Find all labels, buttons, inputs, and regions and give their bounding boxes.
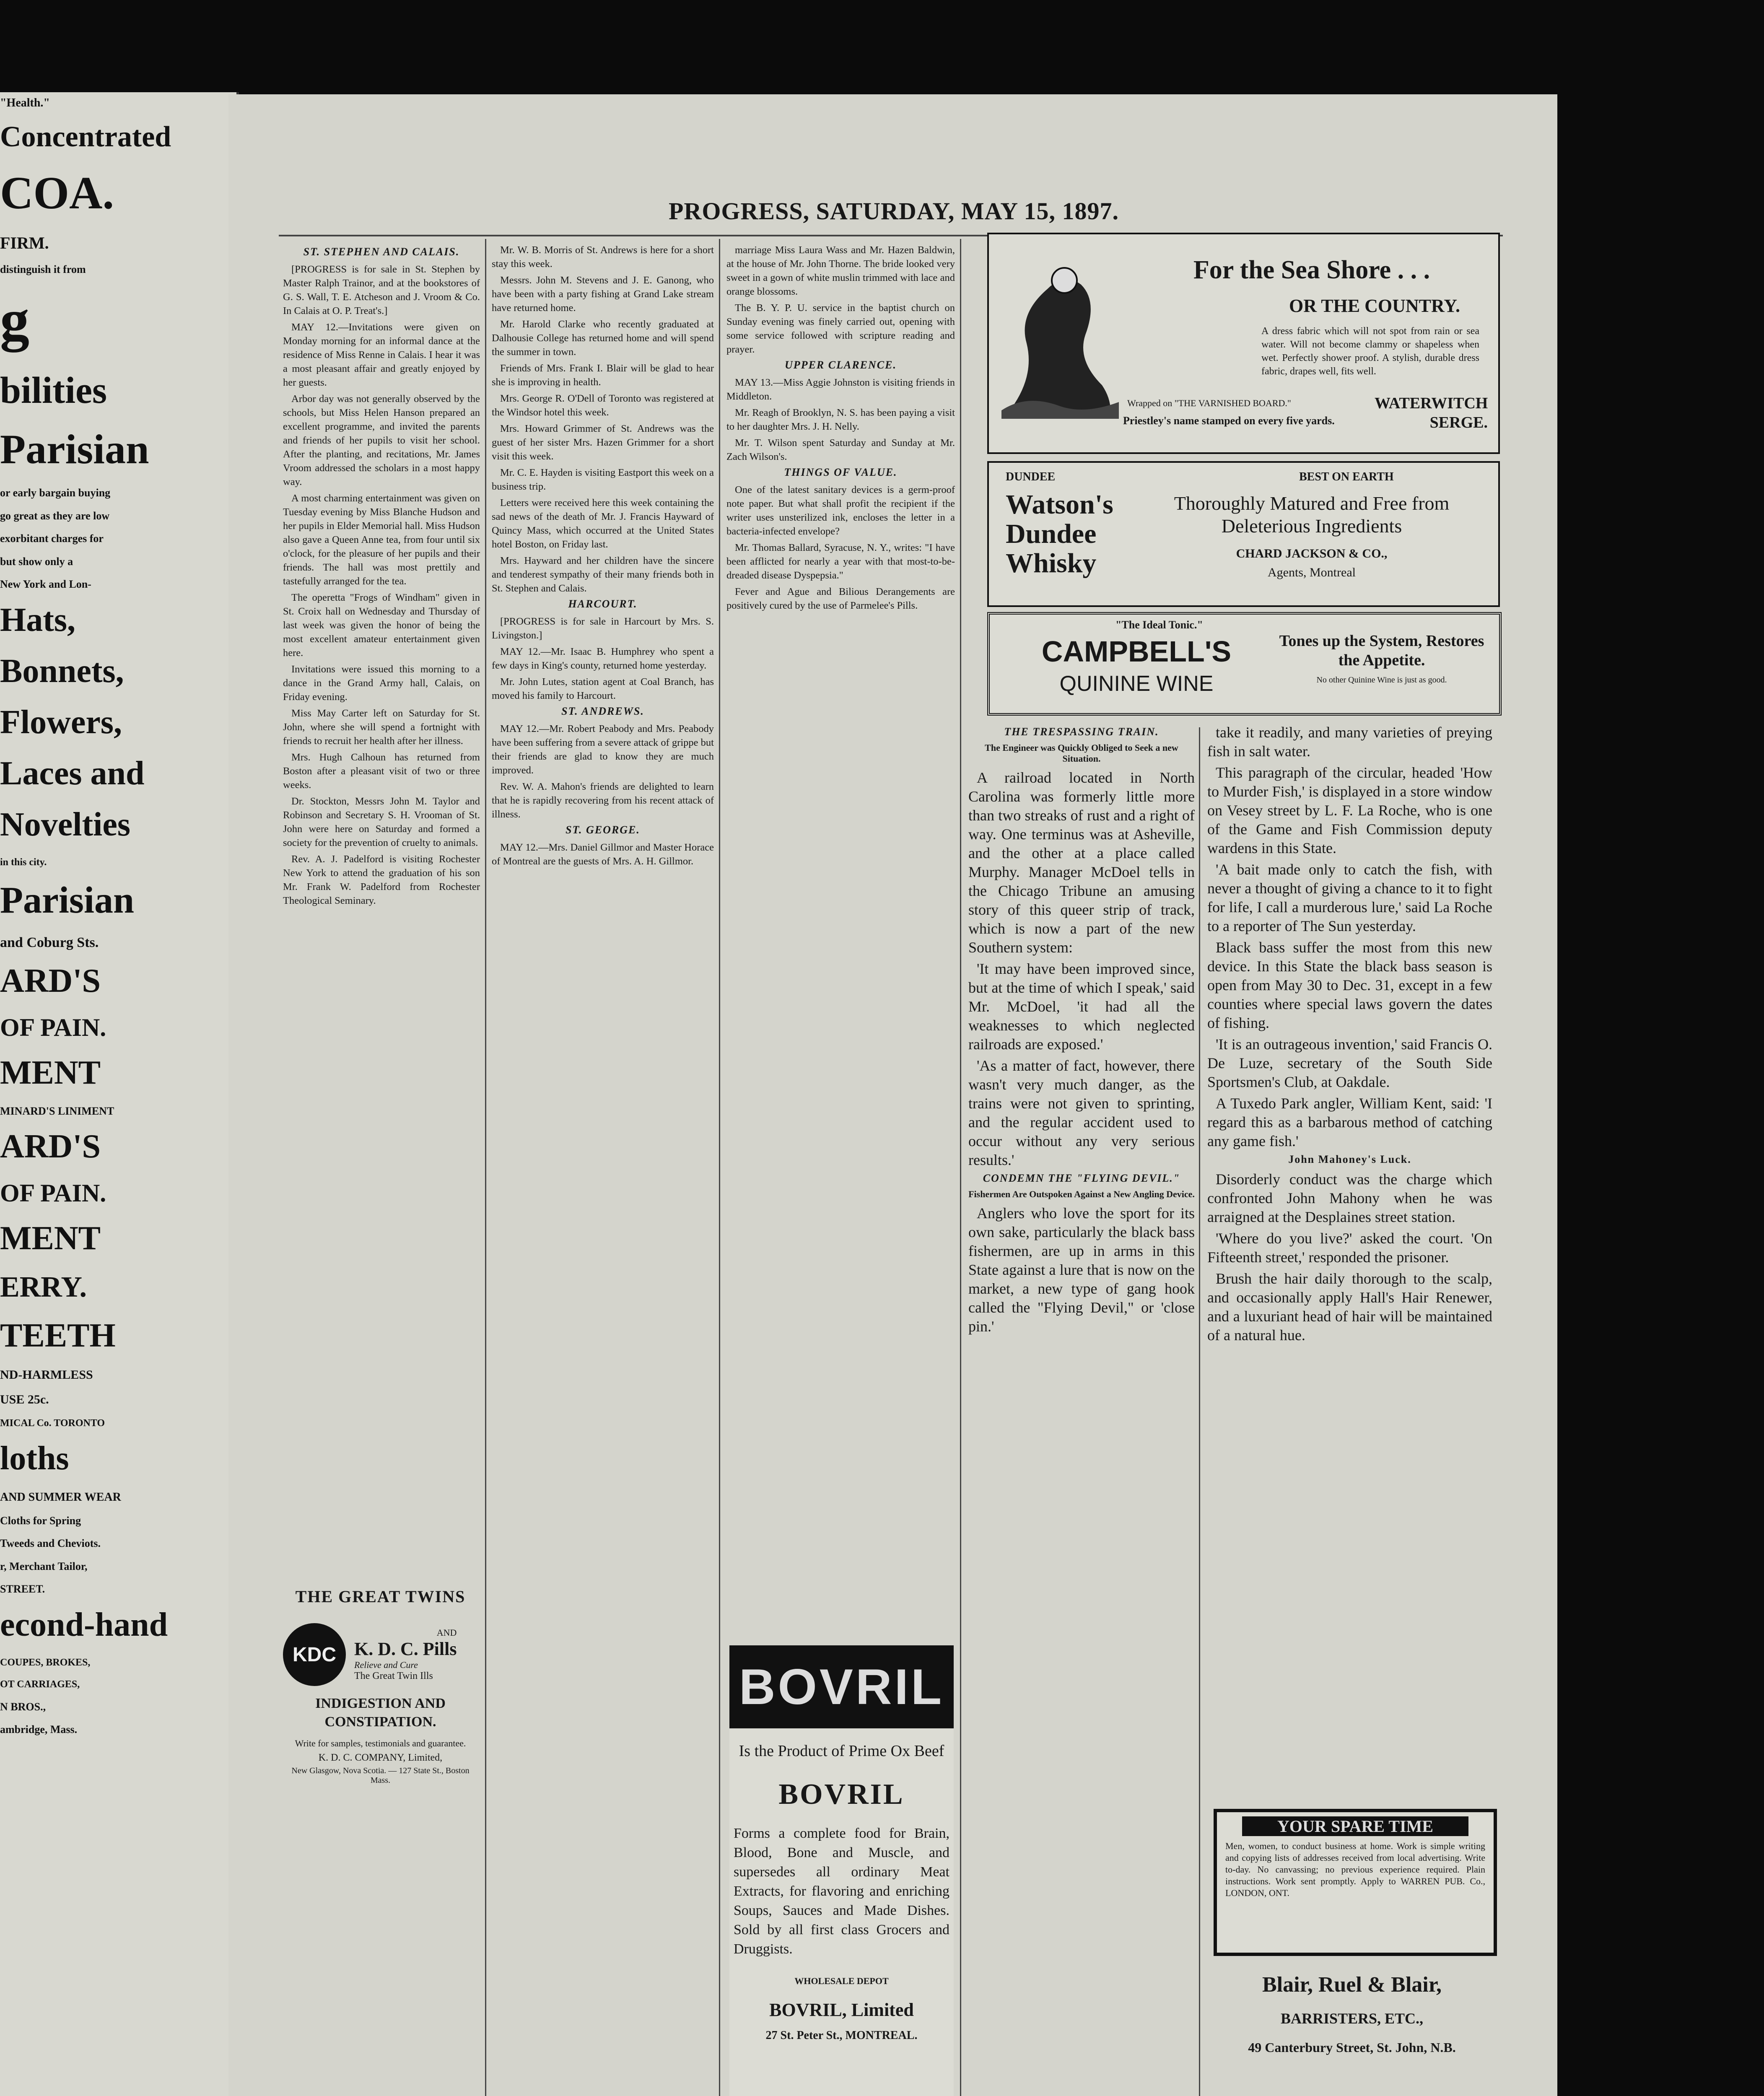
strip-line: MINARD'S LINIMENT (0, 1105, 114, 1117)
kdc-address: New Glasgow, Nova Scotia. — 127 State St., Boston Mass. (291, 1766, 470, 1785)
paragraph: Dr. Stockton, Messrs John M. Taylor and Robinson and Secretary S. H. Vrooman of St. John were here on Saturday and formed a society for the prevention of cruelty to animals. (283, 796, 480, 848)
column-rule (1199, 727, 1200, 2096)
campbell-name: CAMPBELL'S (1041, 635, 1232, 668)
strip-line: FIRM. (0, 233, 49, 252)
column-rule (485, 239, 486, 2096)
strip-line: Flowers, (0, 703, 122, 741)
paragraph: MAY 12.—Mr. Robert Peabody and Mrs. Peabody have been suffering from a severe attack of grippe but their friends are glad to know they are much improved. (492, 723, 714, 776)
column-5-body (1207, 723, 1492, 1151)
paragraph: marriage Miss Laura Wass and Mr. Hazen Baldwin, at the house of Mr. John Thorne. The bride looked very sweet in a gown of white muslin trimmed with lace and orange blossoms. (726, 244, 955, 297)
paragraph: MAY 12.—Mr. Isaac B. Humphrey who spent a few days in King's county, returned home yesterday. (492, 646, 714, 671)
sea-shore-wrapped: Wrapped on "THE VARNISHED BOARD." (1127, 398, 1291, 408)
section-heading: THINGS OF VALUE. (784, 466, 898, 478)
sea-shore-title: For the Sea Shore . . . (1193, 256, 1430, 284)
strip-line: MICAL Co. TORONTO (0, 1417, 105, 1429)
section-heading: UPPER CLARENCE. (785, 359, 897, 371)
strip-line: MENT (0, 1054, 101, 1091)
page-masthead: PROGRESS, SATURDAY, MAY 15, 1897. (669, 197, 1119, 225)
campbell-note: No other Quinine Wine is just as good. (1316, 675, 1447, 685)
column-5-body-mahoney (1207, 1170, 1492, 1345)
strip-line: TEETH (0, 1317, 116, 1354)
bovril-address: 27 St. Peter St., MONTREAL. (765, 2029, 918, 2042)
section-heading: CONDEMN THE "FLYING DEVIL." (983, 1172, 1180, 1184)
bovril-body: Forms a complete food for Brain, Blood, Bone and Muscle, and supersedes all ordinary Meat Extracts, for flavoring and enriching Soups, Sauces and Made Dishes. Sold by all first class Grocers and Druggists. (734, 1826, 949, 1957)
paragraph: 'Where do you live?' asked the court. 'On Fifteenth street,' responded the prisoner. (1207, 1230, 1492, 1266)
kdc-ills-2: INDIGESTION AND CONSTIPATION. (315, 1696, 446, 1730)
strip-line: Hats, (0, 601, 75, 638)
strip-line: ARD'S (0, 962, 101, 999)
section-heading: John Mahoney's Luck. (1288, 1153, 1411, 1165)
paragraph: Letters were received here this week containing the sad news of the death of Mr. J. Francis Hayward of Quincy Mass, which occurred at the United States hotel Boston, on Friday last. (492, 497, 714, 550)
column-2-body-harcourt (492, 615, 714, 703)
paragraph: This paragraph of the circular, headed 'How to Murder Fish,' is displayed in a store window on Vesey street by L. F. La Roche, who is one of the Game and Fish Commission deputy wardens in this State. (1207, 764, 1492, 856)
paragraph: The operetta "Frogs of Windham" given in St. Croix hall on Wednesday and Thursday of last week was given the honor of being the most excellent amateur entertainment given here. (283, 592, 480, 659)
kdc-company: K. D. C. COMPANY, Limited, (318, 1752, 443, 1763)
paragraph: Arbor day was not generally observed by the schools, but Miss Helen Hanson prepared an excellent programme, and invited the parents and friends of her pupils to visit her school. After the planting, and recitations, Mr. James Vroom addressed the scholars in a most happy way. (283, 393, 480, 488)
campbell-tonic: "The Ideal Tonic." (1115, 619, 1203, 631)
strip-line: but show only a (0, 555, 73, 568)
blair-ruel-blair-ad (1207, 1972, 1497, 2077)
strip-line: Bonnets, (0, 652, 124, 690)
bovril-title: BOVRIL (729, 1645, 954, 1728)
paragraph: Mr. Harold Clarke who recently graduated at Dalhousie College has returned home and will spend the summer in town. (492, 319, 714, 358)
section-heading: THE TRESPASSING TRAIN. (1004, 726, 1159, 738)
paragraph: [PROGRESS is for sale in Harcourt by Mrs. S. Livingston.] (492, 616, 714, 641)
campbells-quinine-wine-ad (987, 612, 1502, 716)
paragraph: Miss May Carter left on Saturday for St. John, where she will spend a fortnight with friends to recruit her health after her illness. (283, 708, 480, 747)
column-rule (719, 239, 720, 2096)
section-heading: HARCOURT. (568, 598, 638, 610)
watson-dundee: DUNDEE (1006, 470, 1056, 483)
column-5 (1207, 723, 1492, 1796)
strip-line: exorbitant charges for (0, 532, 104, 545)
strip-line: MENT (0, 1220, 101, 1257)
newspaper-page (228, 94, 1557, 2096)
column-2-body-st-andrews (492, 722, 714, 821)
strip-line: STREET. (0, 1583, 45, 1595)
paragraph: Messrs. John M. Stevens and J. E. Ganong, who have been with a party fishing at Grand Lake stream have returned home. (492, 275, 714, 314)
paragraph: Anglers who love the sport for its own sake, particularly the black bass fishermen, are up in arms in this State against a lure that is now on the market, a new type of gang hook called the "Flying Devil," or 'close pin.' (968, 1205, 1195, 1335)
paragraph: Fever and Ague and Bilious Derangements are positively cured by the use of Parmelee's Pills. (726, 586, 955, 611)
paragraph: Mr. W. B. Morris of St. Andrews is here for a short stay this week. (492, 244, 714, 270)
waterwitch-serge-ad (987, 233, 1500, 454)
kdc-pills: K. D. C. Pills (354, 1639, 457, 1659)
column-1-body (283, 262, 480, 908)
bovril-depot: WHOLESALE DEPOT (794, 1976, 889, 1986)
strip-line: OT CARRIAGES, (0, 1678, 80, 1690)
column-3 (726, 243, 955, 1635)
kdc-logo: KDC (283, 1623, 346, 1686)
watson-best: BEST ON EARTH (1299, 470, 1394, 483)
spare-time-ad (1214, 1809, 1497, 1956)
sea-shore-body: A dress fabric which will not spot from rain or sea water. Will not become clammy or shapeless when wet. Perfectly shower proof. A stylish, durable dress fabric, drapes well, fits well. (1261, 326, 1479, 377)
strip-line: ambridge, Mass. (0, 1723, 78, 1735)
kdc-relieve: Relieve and Cure (354, 1660, 418, 1670)
paragraph: Mrs. Hayward and her children have the sincere and tenderest sympathy of their many friends both in St. Stephen and Calais. (492, 555, 714, 594)
paragraph: Mrs. Howard Grimmer of St. Andrews was the guest of her sister Mrs. Hazen Grimmer for a short visit this week. (492, 423, 714, 462)
paragraph: Friends of Mrs. Frank I. Blair will be glad to hear she is improving in health. (492, 363, 714, 388)
strip-line: Laces and (0, 755, 145, 792)
strip-line: Cloths for Spring (0, 1514, 81, 1527)
strip-line: loths (0, 1440, 69, 1477)
bovril-company: BOVRIL, Limited (769, 2000, 914, 2020)
paragraph: Mr. Reagh of Brooklyn, N. S. has been paying a visit to her daughter Mrs. J. H. Nelly. (726, 407, 955, 432)
strip-line: Tweeds and Cheviots. (0, 1537, 101, 1549)
paragraph: Mr. T. Wilson spent Saturday and Sunday at Mr. Zach Wilson's. (726, 437, 955, 462)
blair-role: BARRISTERS, ETC., (1280, 2010, 1424, 2027)
watson-tag: Thoroughly Matured and Free from Deleterious Ingredients (1174, 493, 1450, 537)
strip-line: bilities (0, 369, 107, 411)
strip-line: OF PAIN. (0, 1013, 106, 1041)
blair-name: Blair, Ruel & Blair, (1262, 1973, 1442, 1997)
column-2-body (492, 243, 714, 595)
column-1 (283, 243, 480, 1572)
strip-line: r, Merchant Tailor, (0, 1560, 88, 1572)
column-2-body-st-george (492, 840, 714, 868)
column-3-body (726, 243, 955, 356)
paragraph: take it readily, and many varieties of preying fish in salt water. (1207, 724, 1492, 760)
paragraph: Brush the hair daily thorough to the scalp, and occasionally apply Hall's Hair Renewer, and a luxuriant head of hair will be maintained of a natural hue. (1207, 1270, 1492, 1344)
strip-line: Parisian (0, 879, 135, 921)
waterwitch-serge: WATERWITCH SERGE. (1375, 394, 1488, 431)
kdc-pills-ad (283, 1587, 478, 1897)
watson-name: Watson's Dundee Whisky (1006, 489, 1113, 578)
paragraph: Mr. C. E. Hayden is visiting Eastport this week on a business trip. (492, 467, 714, 492)
paragraph: Mr. Thomas Ballard, Syracuse, N. Y., writes: "I have been afflicted for nearly a year with that most-to-be-dreaded disease Dyspepsia." (726, 542, 955, 581)
strip-line: econd-hand (0, 1606, 168, 1643)
paragraph: Rev. W. A. Mahon's friends are delighted to learn that he is rapidly recovering from his recent attack of illness. (492, 781, 714, 820)
paragraph: One of the latest sanitary devices is a germ-proof note paper. But what shall profit the recipient if the writer uses unsterilized ink, encloses the letter in a bacteria-infected envelope? (726, 484, 955, 537)
strip-line: ERRY. (0, 1271, 87, 1303)
paragraph: 'It is an outrageous invention,' said Francis O. De Luze, secretary of the South Side Sportsmen's Club, at Oakdale. (1207, 1036, 1492, 1090)
adjacent-page-strip (0, 92, 239, 2096)
paragraph: Disorderly conduct was the charge which confronted John Mahony when he was arraigned at the Desplaines street station. (1207, 1171, 1492, 1225)
column-4 (968, 723, 1195, 2096)
column-4-body (968, 768, 1195, 1170)
strip-line: in this city. (0, 856, 47, 868)
strip-line: Novelties (0, 806, 131, 843)
strip-line: or early bargain buying (0, 487, 111, 499)
paragraph: A railroad located in North Carolina was formerly little more than two streaks of rust and a right of way. One terminus was at Asheville, and the other at a place called Murphy. Manager McDoel tells in the Chicago Tribune an amusing story of this queer strip of track, which is now a part of the new Southern system: (968, 769, 1195, 956)
strip-line: USE 25c. (0, 1393, 49, 1406)
strip-line: Concentrated (0, 121, 171, 153)
bovril-sub: Is the Product of Prime Ox Beef (739, 1742, 944, 1760)
strip-line: COUPES, BROKES, (0, 1657, 91, 1668)
paragraph: 'It may have been improved since, but at the time of which I speak,' said Mr. McDoel, 'it had all the weaknesses to which neglected railroads are exposed.' (968, 960, 1195, 1053)
paragraph: Mrs. Hugh Calhoun has returned from Boston after a pleasant visit of two or three weeks. (283, 752, 480, 791)
strip-line: Parisian (0, 426, 149, 472)
paragraph: 'As a matter of fact, however, there wasn't very much danger, as the trains were not given to sprinting, and the regular accident used to occur without any very serious results.' (968, 1057, 1195, 1168)
campbell-product: QUININE WINE (1059, 672, 1214, 696)
bovril-ad (729, 1645, 954, 2096)
strip-line: and Coburg Sts. (0, 935, 99, 950)
paragraph: Mrs. George R. O'Dell of Toronto was registered at the Windsor hotel this week. (492, 393, 714, 418)
paragraph: Rev. A. J. Padelford is visiting Rochester New York to attend the graduation of his son Mr. Frank W. Padelford from Rochester Theological Seminary. (283, 853, 480, 906)
paragraph: A most charming entertainment was given on Tuesday evening by Miss Blanche Hudson and her pupils in Elder Memorial hall. Miss Hudson also gave a Queen Anne tea, from four until six o'clock, for the pleasure of her pupils and their friends. The hall was most prettily and tastefully arranged for the tea. (283, 493, 480, 587)
strip-line: N BROS., (0, 1700, 46, 1713)
kdc-title: THE GREAT TWINS (295, 1587, 466, 1606)
kdc-write: Write for samples, testimonials and guarantee. (295, 1738, 466, 1748)
watson-agent: CHARD JACKSON & CO., (1236, 547, 1388, 560)
kdc-ills: The Great Twin Ills (354, 1671, 433, 1681)
paragraph: Black bass suffer the most from this new device. In this State the black bass season is open from May 30 to Dec. 31, except in a few counties where special laws govern the dates of fishing. (1207, 939, 1492, 1031)
sea-shore-brand: Priestley's name stamped on every five yards. (1123, 415, 1335, 427)
section-subheading: The Engineer was Quickly Obliged to Seek a new Situation. (985, 742, 1178, 764)
spare-time-title: YOUR SPARE TIME (1242, 1816, 1468, 1836)
strip-line: AND SUMMER WEAR (0, 1490, 121, 1504)
paragraph: Invitations were issued this morning to a dance in the Grand Army hall, Calais, on Friday evening. (283, 664, 480, 703)
column-3-body-things-of-value (726, 483, 955, 612)
spare-time-body: Men, women, to conduct business at home. Work is simple writing and copying lists of addresses received from local advertising. Write to-day. No canvassing; no previous experience required. Plain instructions. Work sent promptly. Apply to WARREN PUB. Co., LONDON, ONT. (1225, 1841, 1485, 1898)
section-heading: ST. STEPHEN AND CALAIS. (303, 246, 460, 258)
strip-line: distinguish it from (0, 263, 86, 275)
blair-address: 49 Canterbury Street, St. John, N.B. (1248, 2040, 1456, 2055)
paragraph: 'A bait made only to catch the fish, with never a thought of giving a chance to it to fight for life, I call a murderous lure,' said La Roche to a reporter of The Sun yesterday. (1207, 861, 1492, 934)
strip-line: ND-HARMLESS (0, 1367, 93, 1382)
sea-shore-subtitle: OR THE COUNTRY. (1289, 296, 1460, 316)
watsons-whisky-ad (987, 461, 1500, 607)
paragraph: [PROGRESS is for sale in St. Stephen by Master Ralph Trainor, and at the bookstores of G. S. Wall, T. E. Atcheson and J. Vroom & Co. In Calais at O. P. Treat's.] (283, 264, 480, 316)
sea-figure-icon (1001, 251, 1119, 419)
column-2 (492, 243, 714, 2096)
section-heading: ST. GEORGE. (566, 824, 640, 836)
kdc-and: AND (436, 1627, 457, 1638)
paragraph: MAY 13.—Miss Aggie Johnston is visiting friends in Middleton. (726, 377, 955, 402)
paragraph: The B. Y. P. U. service in the baptist church on Sunday evening was finely carried out, opening with some service followed with scripture reading and prayer. (726, 302, 955, 355)
section-subheading: Fishermen Are Outspoken Against a New Angling Device. (968, 1189, 1195, 1199)
bovril-title-2: BOVRIL (778, 1778, 905, 1811)
campbell-tagline: Tones up the System, Restores the Appetite. (1279, 632, 1484, 669)
paragraph: MAY 12.—Mrs. Daniel Gillmor and Master Horace of Montreal are the guests of Mrs. A. H. Gillmor. (492, 842, 714, 867)
watson-city: Agents, Montreal (1268, 566, 1356, 579)
column-4-body-flying-devil (968, 1204, 1195, 1336)
strip-line: go great as they are low (0, 509, 110, 522)
strip-line: g (0, 287, 29, 353)
strip-line: "Health." (0, 96, 50, 109)
paragraph: MAY 12.—Invitations were given on Monday morning for an informal dance at the residence of Miss Renne in Calais. I hear it was a most pleasant affair and greatly enjoyed by her guests. (283, 322, 480, 388)
column-3-body-upper-clarence (726, 376, 955, 464)
strip-line: OF PAIN. (0, 1179, 106, 1207)
strip-line: New York and Lon- (0, 578, 91, 590)
strip-line: ARD'S (0, 1128, 101, 1165)
section-heading: ST. ANDREWS. (561, 705, 644, 717)
paragraph: Mr. John Lutes, station agent at Coal Branch, has moved his family to Harcourt. (492, 676, 714, 701)
column-rule (960, 239, 961, 2096)
paragraph: A Tuxedo Park angler, William Kent, said: 'I regard this as a barbarous method of catching any game fish.' (1207, 1095, 1492, 1149)
strip-line: COA. (0, 167, 114, 218)
